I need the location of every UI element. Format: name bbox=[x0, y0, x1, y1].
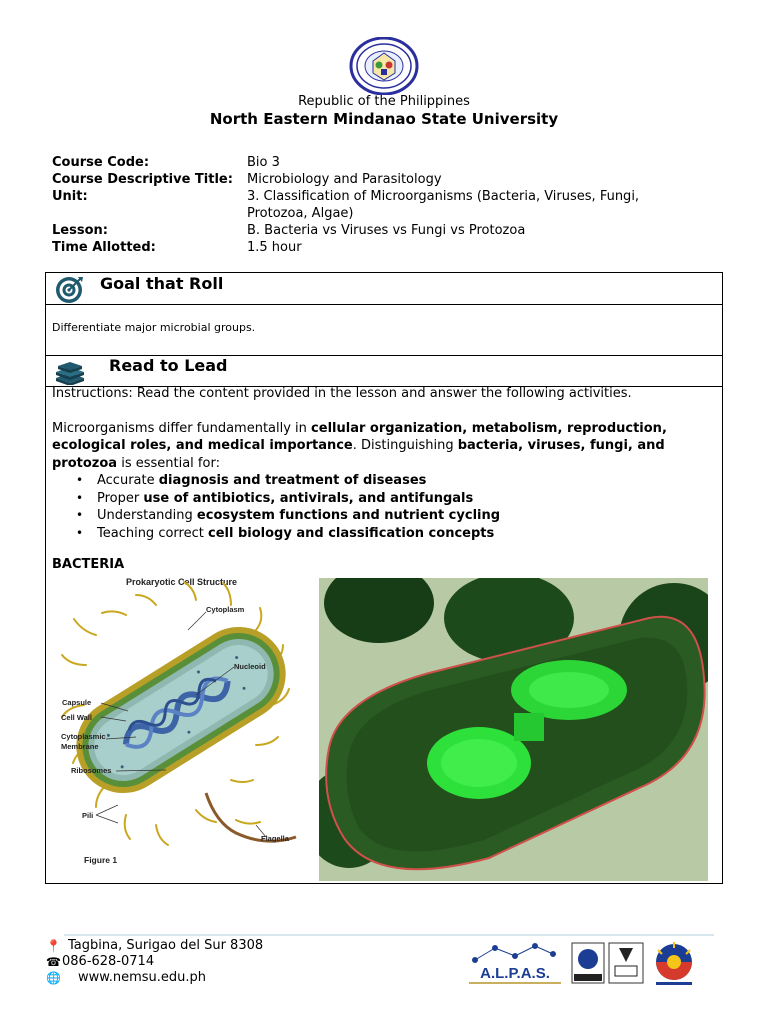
figure-caption: Figure 1 bbox=[84, 855, 118, 865]
label-cytoplasmic: Cytoplasmic bbox=[61, 732, 106, 741]
section-heading-bacteria: BACTERIA bbox=[52, 557, 125, 572]
goal-section bbox=[45, 272, 723, 356]
unit-label: Unit: bbox=[52, 189, 88, 204]
course-info bbox=[52, 154, 687, 256]
course-code-row bbox=[52, 154, 687, 171]
course-title-label: Course Descriptive Title: bbox=[52, 172, 233, 187]
books-icon bbox=[54, 361, 86, 385]
goal-header bbox=[46, 273, 722, 305]
label-ribosomes: Ribosomes bbox=[71, 766, 112, 775]
diagram-title: Prokaryotic Cell Structure bbox=[126, 577, 238, 587]
label-capsule: Capsule bbox=[62, 698, 92, 707]
list-item-bold: use of antibiotics, antivirals, and antifungals bbox=[143, 490, 474, 506]
phone-icon: ☎ bbox=[46, 955, 61, 969]
globe-icon: 🌐 bbox=[46, 971, 61, 985]
course-title-row bbox=[52, 171, 687, 188]
time-value: 1.5 hour bbox=[247, 240, 302, 255]
university-seal-logo bbox=[349, 37, 419, 95]
goal-text: Differentiate major microbial groups. bbox=[52, 321, 256, 334]
footer-phone: 086-628-0714 bbox=[62, 954, 155, 969]
label-cytoplasm: Cytoplasm bbox=[206, 605, 245, 614]
time-row bbox=[52, 239, 687, 256]
prokaryotic-cell-diagram bbox=[56, 575, 309, 870]
read-header bbox=[46, 355, 722, 387]
list-item-bold: diagnosis and treatment of diseases bbox=[158, 473, 427, 488]
footer-web-row bbox=[46, 970, 263, 986]
list-item-text: Proper bbox=[97, 490, 144, 506]
list-item bbox=[76, 507, 716, 525]
importance-list bbox=[76, 472, 716, 542]
intro-bold-2: bacteria, viruses, fungi, and protozoa bbox=[52, 438, 665, 471]
read-title: Read to Lead bbox=[109, 356, 228, 375]
footer-address-row bbox=[46, 938, 263, 954]
label-nucleoid: Nucleoid bbox=[234, 662, 266, 671]
intro-bold-1: cellular organization, metabolism, reproduction, ecological roles, and medical importance bbox=[52, 420, 667, 453]
target-icon bbox=[54, 275, 84, 305]
list-item bbox=[76, 525, 716, 543]
list-item bbox=[76, 490, 716, 508]
goal-title: Goal that Roll bbox=[100, 274, 224, 293]
intro-text-1: Microorganisms differ fundamentally in bbox=[52, 420, 312, 436]
lesson-value: B. Bacteria vs Viruses vs Fungi vs Protozoa bbox=[247, 223, 526, 238]
label-cell-wall: Cell Wall bbox=[61, 713, 92, 722]
list-item-bold: ecosystem functions and nutrient cycling bbox=[196, 508, 501, 523]
course-title-value: Microbiology and Parasitology bbox=[247, 172, 442, 187]
label-membrane: Membrane bbox=[61, 742, 99, 751]
list-item-bold: cell biology and classification concepts bbox=[207, 525, 495, 541]
label-flagella: Flagella bbox=[261, 834, 289, 843]
list-item-text: Teaching correct bbox=[97, 525, 208, 541]
course-code-value: Bio 3 bbox=[247, 155, 280, 170]
bacteria-micrograph-image bbox=[319, 578, 708, 881]
lesson-row bbox=[52, 222, 687, 239]
footer-divider bbox=[64, 934, 714, 936]
location-pin-icon: 📍 bbox=[46, 939, 61, 953]
alpas-text: A.L.P.A.S. bbox=[480, 965, 550, 982]
intro-text-2: . Distinguishing bbox=[352, 438, 458, 453]
certification-logos bbox=[571, 942, 645, 986]
list-item bbox=[76, 472, 716, 490]
footer-address: Tagbina, Surigao del Sur 8308 bbox=[68, 938, 264, 953]
bagong-pilipinas-logo bbox=[650, 940, 698, 988]
instructions: Instructions: Read the content provided in the lesson and answer the following activities. bbox=[52, 386, 632, 401]
footer-website[interactable]: www.nemsu.edu.ph bbox=[78, 970, 206, 985]
footer-phone-row bbox=[46, 954, 263, 970]
unit-row bbox=[52, 188, 687, 222]
list-item-text: Accurate bbox=[97, 473, 159, 488]
alpas-logo bbox=[465, 940, 565, 988]
read-content bbox=[46, 385, 722, 574]
intro-text-3: is essential for: bbox=[117, 455, 220, 471]
unit-value: 3. Classification of Microorganisms (Bacteria, Viruses, Fungi, Protozoa, Algae) bbox=[247, 189, 640, 221]
time-label: Time Allotted: bbox=[52, 240, 156, 255]
intro-paragraph bbox=[52, 420, 716, 473]
course-code-label: Course Code: bbox=[52, 155, 150, 170]
list-item-text: Understanding bbox=[97, 508, 197, 523]
republic-line: Republic of the Philippines bbox=[298, 94, 470, 109]
lesson-label: Lesson: bbox=[52, 223, 108, 238]
footer-contact bbox=[46, 938, 263, 986]
label-pili: Pili bbox=[82, 811, 94, 820]
university-name: North Eastern Mindanao State University bbox=[209, 110, 559, 128]
